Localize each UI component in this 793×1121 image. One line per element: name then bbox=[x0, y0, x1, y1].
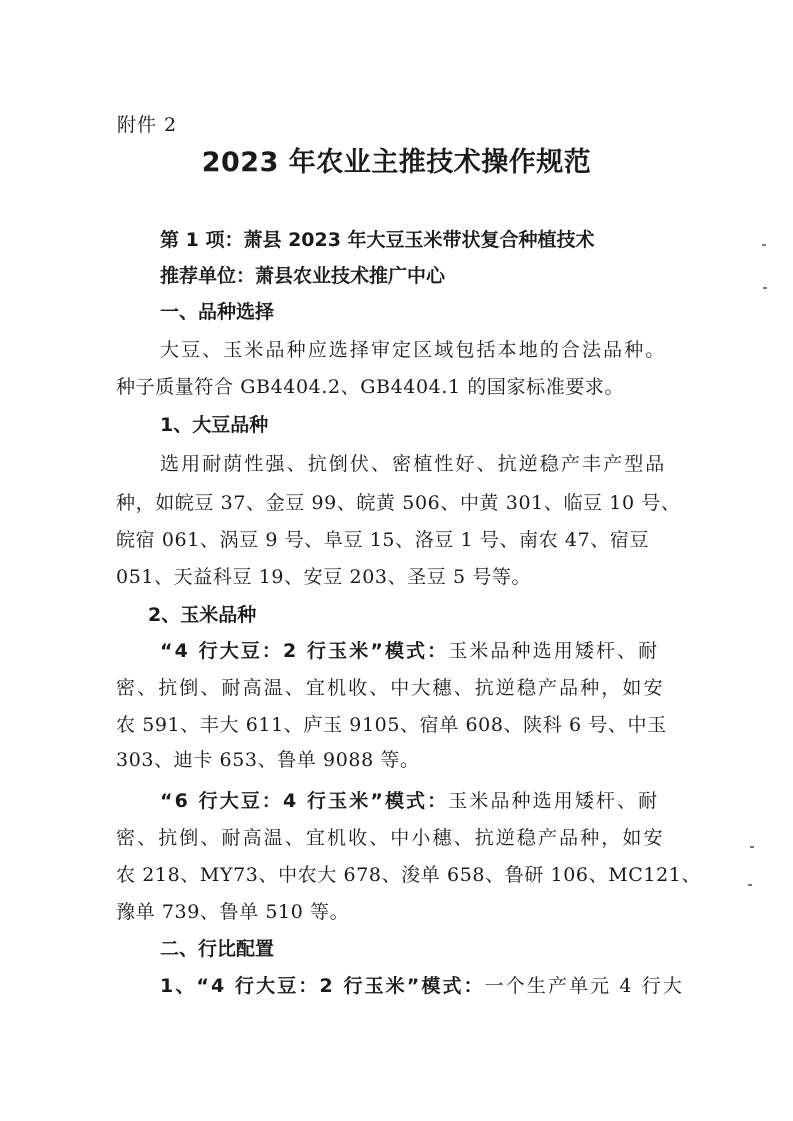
section-2-item-1-text: 一个生产单元 4 行大 bbox=[484, 975, 684, 997]
soybean-paragraph-line: 皖宿 061、涡豆 9 号、阜豆 15、洛豆 1 号、南农 47、宿豆 bbox=[116, 529, 650, 551]
mode-1-paragraph-line: 303、迪卡 653、鲁单 9088 等。 bbox=[116, 749, 420, 771]
section-2-item-1-label: 1、“4 行大豆：2 行玉米”模式： bbox=[160, 975, 485, 997]
mode-1-paragraph-line bbox=[160, 636, 720, 663]
mode-1-paragraph-line: 密、抗倒、耐高温、宜机收、中大穗、抗逆稳产品种，如安 bbox=[116, 677, 665, 699]
mode-2-paragraph-line: 密、抗倒、耐高温、宜机收、中小穗、抗逆稳产品种，如安 bbox=[116, 827, 665, 849]
attachment-label: 附件 2 bbox=[117, 114, 178, 136]
soybean-paragraph-line: 选用耐荫性强、抗倒伏、密植性好、抗逆稳产丰产型品 bbox=[160, 453, 667, 475]
scan-speck bbox=[763, 287, 767, 289]
section-2-heading: 二、行比配置 bbox=[160, 938, 275, 960]
section-1-heading: 一、品种选择 bbox=[160, 301, 275, 323]
subsection-2-heading: 2、玉米品种 bbox=[148, 604, 257, 626]
section-2-item-line bbox=[160, 971, 720, 998]
section-1-paragraph-line: 种子质量符合 GB4404.2、GB4404.1 的国家标准要求。 bbox=[116, 376, 625, 398]
recommender-line: 推荐单位：萧县农业技术推广中心 bbox=[160, 265, 446, 287]
mode-2-label: “6 行大豆：4 行玉米”模式： bbox=[160, 790, 449, 812]
scan-speck bbox=[762, 244, 766, 246]
subsection-1-heading: 1、大豆品种 bbox=[160, 414, 269, 436]
mode-1-label: “4 行大豆：2 行玉米”模式： bbox=[160, 640, 449, 662]
scan-speck bbox=[748, 884, 752, 886]
mode-1-paragraph-line: 农 591、丰大 611、庐玉 9105、宿单 608、陕科 6 号、中玉 bbox=[116, 714, 667, 736]
item-heading: 第 1 项：萧县 2023 年大豆玉米带状复合种植技术 bbox=[160, 229, 595, 251]
soybean-paragraph-line: 种，如皖豆 37、金豆 99、皖黄 506、中黄 301、临豆 10 号、 bbox=[116, 492, 681, 514]
mode-2-paragraph-line: 农 218、MY73、中农大 678、浚单 658、鲁研 106、MC121、 bbox=[116, 864, 702, 886]
mode-2-text: 玉米品种选用矮杆、耐 bbox=[448, 790, 660, 812]
soybean-paragraph-line: 051、天益科豆 19、安豆 203、圣豆 5 号等。 bbox=[116, 566, 532, 588]
mode-2-paragraph-line bbox=[160, 786, 720, 813]
scan-speck bbox=[750, 846, 754, 848]
section-1-paragraph-line: 大豆、玉米品种应选择审定区域包括本地的合法品种。 bbox=[160, 339, 667, 361]
document-title: 2023 年农业主推技术操作规范 bbox=[201, 147, 592, 178]
mode-2-paragraph-line: 豫单 739、鲁单 510 等。 bbox=[116, 901, 350, 923]
mode-1-text: 玉米品种选用矮杆、耐 bbox=[448, 640, 660, 662]
